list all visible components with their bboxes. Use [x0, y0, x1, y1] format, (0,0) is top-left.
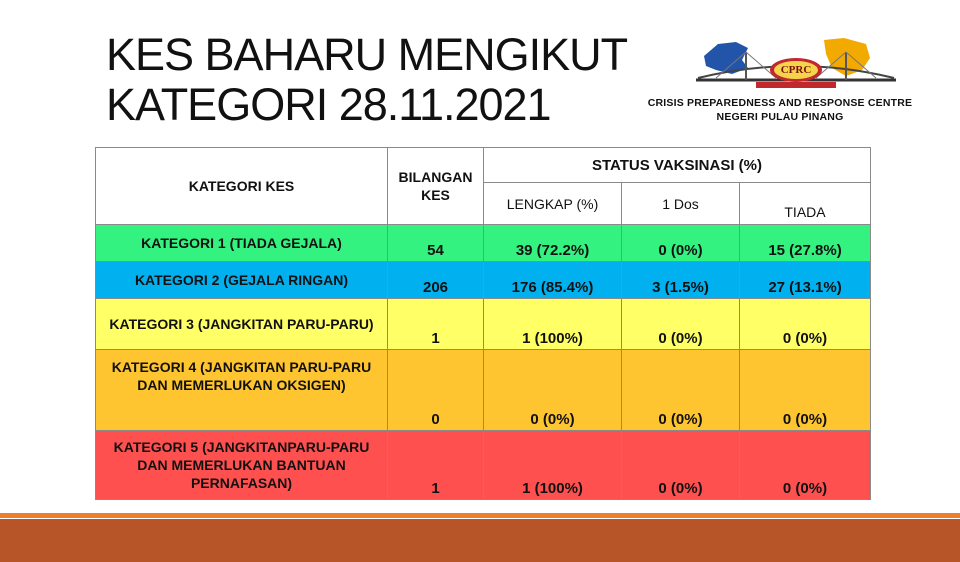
row-complete: 1 (100%): [484, 431, 622, 500]
row-one-dose: 0 (0%): [622, 299, 740, 350]
row-one-dose: 0 (0%): [622, 350, 740, 431]
footer-bar: [0, 519, 960, 562]
row-category: KATEGORI 3 (JANGKITAN PARU-PARU): [96, 299, 388, 350]
row-one-dose: 3 (1.5%): [622, 262, 740, 299]
row-count: 206: [388, 262, 484, 299]
slide-title: [106, 30, 627, 130]
row-one-dose: 0 (0%): [622, 431, 740, 500]
row-complete: 1 (100%): [484, 299, 622, 350]
row-complete: 176 (85.4%): [484, 262, 622, 299]
table-row: [96, 299, 871, 350]
cases-table: [95, 147, 871, 500]
row-none: 27 (13.1%): [740, 262, 871, 299]
row-count: 1: [388, 431, 484, 500]
header-none: TIADA: [740, 183, 871, 225]
row-count: 54: [388, 225, 484, 262]
header-vaccination-status: STATUS VAKSINASI (%): [484, 148, 871, 183]
cprc-logo: [696, 34, 896, 94]
table-row: [96, 225, 871, 262]
table-row: [96, 431, 871, 500]
title-line-2: KATEGORI 28.11.2021: [106, 79, 551, 130]
row-none: 0 (0%): [740, 299, 871, 350]
row-category: KATEGORI 5 (JANGKITANPARU-PARU DAN MEMERLUKAN BANTUAN PERNAFASAN): [96, 431, 388, 500]
title-line-1: KES BAHARU MENGIKUT: [106, 29, 628, 80]
row-complete: 0 (0%): [484, 350, 622, 431]
table-row: [96, 350, 871, 431]
header-complete: LENGKAP (%): [484, 183, 622, 225]
row-one-dose: 0 (0%): [622, 225, 740, 262]
row-category: KATEGORI 4 (JANGKITAN PARU-PARU DAN MEMERLUKAN OKSIGEN): [96, 350, 388, 431]
row-complete: 39 (72.2%): [484, 225, 622, 262]
row-count: 1: [388, 299, 484, 350]
logo-caption-line-2: NEGERI PULAU PINANG: [716, 111, 844, 123]
row-category: KATEGORI 2 (GEJALA RINGAN): [96, 262, 388, 299]
row-none: 0 (0%): [740, 350, 871, 431]
header-category: KATEGORI KES: [96, 148, 388, 225]
row-category: KATEGORI 1 (TIADA GEJALA): [96, 225, 388, 262]
table-header-row: [96, 148, 871, 183]
row-none: 15 (27.8%): [740, 225, 871, 262]
header-count: BILANGAN KES: [388, 148, 484, 225]
logo-caption: [620, 96, 940, 124]
footer-accent-line: [0, 513, 960, 518]
table-row: [96, 262, 871, 299]
row-count: 0: [388, 350, 484, 431]
header-one-dose: 1 Dos: [622, 183, 740, 225]
logo-caption-line-1: CRISIS PREPAREDNESS AND RESPONSE CENTRE: [647, 97, 913, 109]
cprc-logo-text: CPRC: [780, 64, 812, 76]
row-none: 0 (0%): [740, 431, 871, 500]
